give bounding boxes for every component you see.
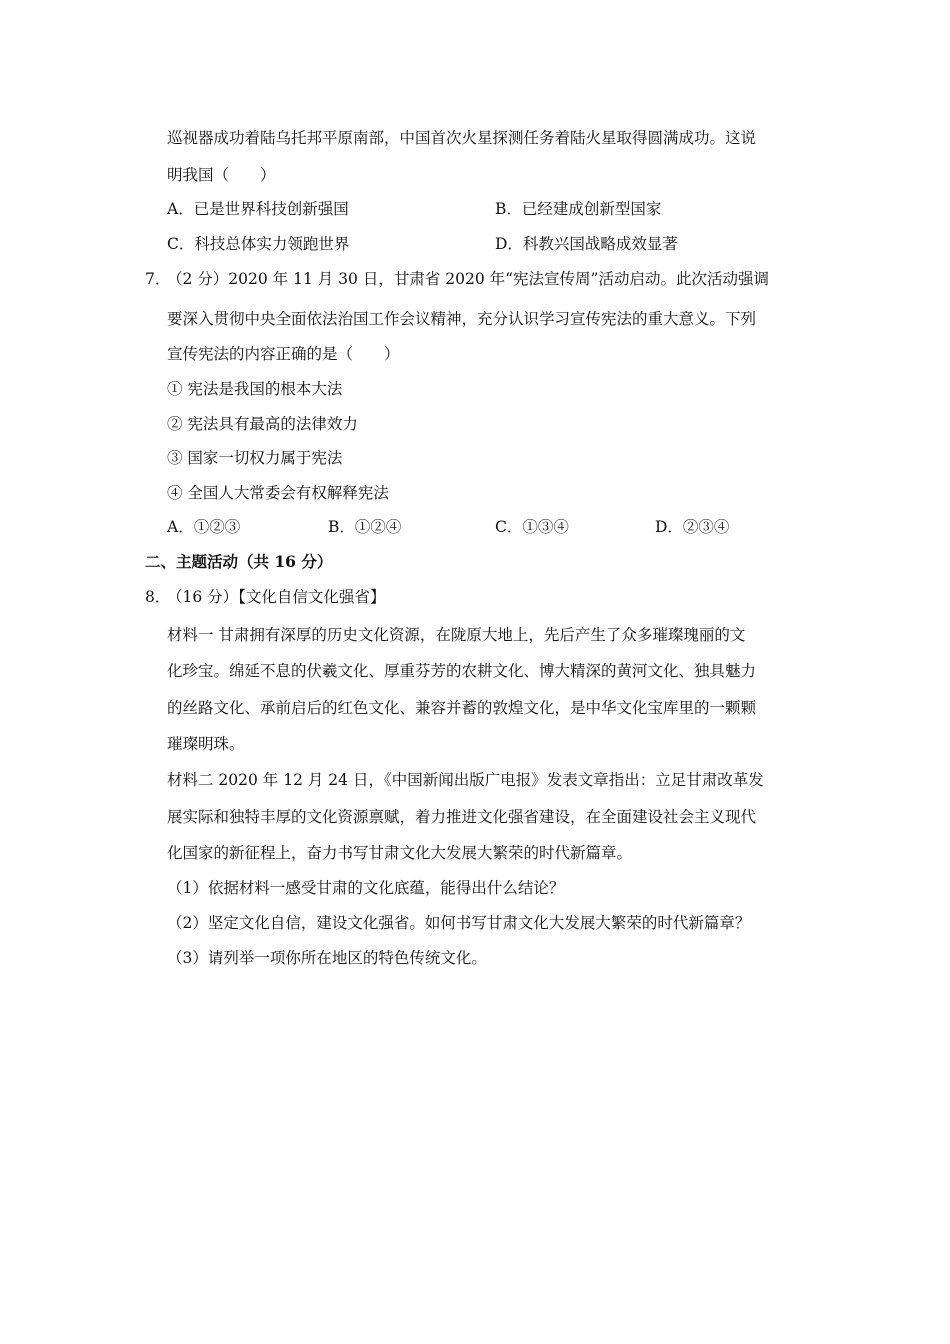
q7-option-b: B．①②④ bbox=[328, 518, 402, 536]
q7-item-3: ③ 国家一切权力属于宪法 bbox=[167, 449, 343, 467]
q6-option-a: A．已是世界科技创新强国 bbox=[167, 200, 349, 218]
q8-material2-line2: 展实际和独特丰厚的文化资源禀赋，着力推进文化强省建设，在全面建设社会主义现代 bbox=[167, 808, 757, 826]
q8-number: 8． bbox=[145, 588, 171, 606]
q7-option-a: A．①②③ bbox=[167, 518, 241, 536]
q6-option-d: D．科教兴国战略成效显著 bbox=[495, 235, 678, 253]
q8-material1-line2: 化珍宝。绵延不息的伏羲文化、厚重芬芳的农耕文化、博大精深的黄河文化、独具魅力 bbox=[167, 662, 757, 680]
q8-subquestion-1: （1）依据材料一感受甘肃的文化底蕴，能得出什么结论？ bbox=[167, 879, 565, 897]
q6-stem-line1: 巡视器成功着陆乌托邦平原南部，中国首次火星探测任务着陆火星取得圆满成功。这说 bbox=[167, 129, 757, 147]
q7-stem-line2: 要深入贯彻中央全面依法治国工作会议精神，充分认识学习宣传宪法的重大意义。下列 bbox=[167, 310, 757, 328]
q7-item-1: ① 宪法是我国的根本大法 bbox=[167, 380, 343, 398]
q7-option-d: D．②③④ bbox=[655, 518, 730, 536]
q7-stem-line3: 宣传宪法的内容正确的是（ ） bbox=[167, 345, 400, 363]
q8-subquestion-2: （2）坚定文化自信，建设文化强省。如何书写甘肃文化大发展大繁荣的时代新篇章？ bbox=[167, 914, 751, 932]
q8-material1-line4: 璀璨明珠。 bbox=[167, 735, 245, 753]
q8-material2-line1: 材料二 2020 年 12 月 24 日，《中国新闻出版广电报》发表文章指出：立足甘肃改革发 bbox=[167, 771, 764, 789]
q7-number: 7． bbox=[145, 270, 171, 288]
q8-material2-line3: 化国家的新征程上，奋力书写甘肃文化大发展大繁荣的时代新篇章。 bbox=[167, 844, 633, 862]
q7-item-4: ④ 全国人大常委会有权解释宪法 bbox=[167, 484, 389, 502]
q7-stem-line1: （2 分）2020 年 11 月 30 日，甘肃省 2020 年“宪法宣传周”活动启动。此次活动强调 bbox=[167, 270, 769, 288]
q6-option-c: C．科技总体实力领跑世界 bbox=[167, 235, 350, 253]
q8-title: （16 分）【文化自信文化强省】 bbox=[167, 588, 386, 606]
q6-option-b: B．已经建成创新型国家 bbox=[495, 200, 662, 218]
q8-material1-line1: 材料一 甘肃拥有深厚的历史文化资源，在陇原大地上，先后产生了众多璀璨瑰丽的文 bbox=[167, 626, 746, 644]
q8-material1-line3: 的丝路文化、承前启后的红色文化、兼容并蓄的敦煌文化，是中华文化宝库里的一颗颗 bbox=[167, 699, 757, 717]
q7-option-c: C．①③④ bbox=[495, 518, 569, 536]
q7-item-2: ② 宪法具有最高的法律效力 bbox=[167, 415, 358, 433]
section-heading: 二、主题活动（共 16 分） bbox=[145, 552, 333, 571]
q8-subquestion-3: （3）请列举一项你所在地区的特色传统文化。 bbox=[167, 949, 487, 967]
q6-stem-line2: 明我国（ ） bbox=[167, 166, 276, 184]
